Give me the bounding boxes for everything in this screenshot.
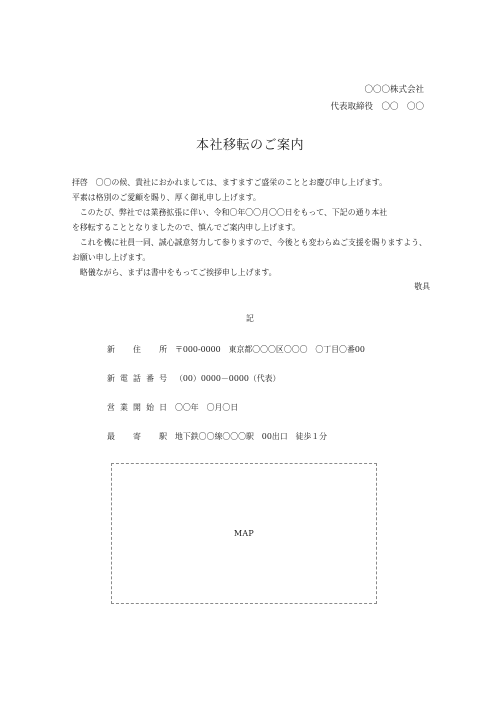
sender-representative: 代表取締役 〇〇 〇〇 (330, 102, 424, 112)
body-line: これを機に社員一同、誠心誠意努力して参りますので、今後とも変わらぬご支援を賜りますよう、 (72, 238, 427, 247)
body-line: このたび、弊社では業務拡張に伴い、令和〇年〇〇月〇〇日をもって、下記の通り本社 (72, 208, 388, 217)
sender-company: 〇〇〇株式会社 (364, 85, 424, 95)
letter-body (72, 175, 432, 280)
detail-label: 新住所 (107, 344, 167, 354)
map-placeholder (111, 463, 377, 604)
detail-value: 〒000-0000 東京都〇〇〇区〇〇〇 〇丁目〇番00 (175, 344, 365, 354)
detail-row-address (107, 342, 365, 356)
body-line: 略儀ながら、まずは書中をもってご挨拶申し上げます。 (72, 268, 277, 277)
body-line: を移転することとなりましたので、慎んでご案内申し上げます。 (72, 223, 301, 232)
detail-label: 最寄駅 (107, 431, 167, 441)
ki-heading: 記 (246, 314, 254, 323)
body-line: 拝啓 〇〇の候、貴社におかれましては、ますますご盛栄のこととお慶び申し上げます。 (72, 178, 387, 187)
body-line: お願い申し上げます。 (72, 253, 151, 262)
detail-value: （00）0000－0000（代表） (175, 373, 281, 383)
detail-row-station (107, 429, 365, 443)
body-line: 平素は格別のご愛顧を賜り、厚く御礼申し上げます。 (72, 193, 261, 202)
detail-value: 〇〇年 〇月〇日 (175, 402, 239, 412)
detail-label: 新電話番号 (107, 373, 167, 383)
detail-row-start-date (107, 400, 365, 414)
detail-value: 地下鉄〇〇線〇〇〇駅 00出口 徒歩１分 (175, 431, 328, 441)
details-list (107, 342, 365, 458)
map-label: MAP (234, 529, 254, 538)
detail-label: 営業開始日 (107, 402, 167, 412)
sender-block (330, 82, 424, 116)
page-title: 本社移転のご案内 (195, 138, 304, 153)
detail-row-phone (107, 371, 365, 385)
closing-phrase: 敬具 (414, 282, 430, 291)
